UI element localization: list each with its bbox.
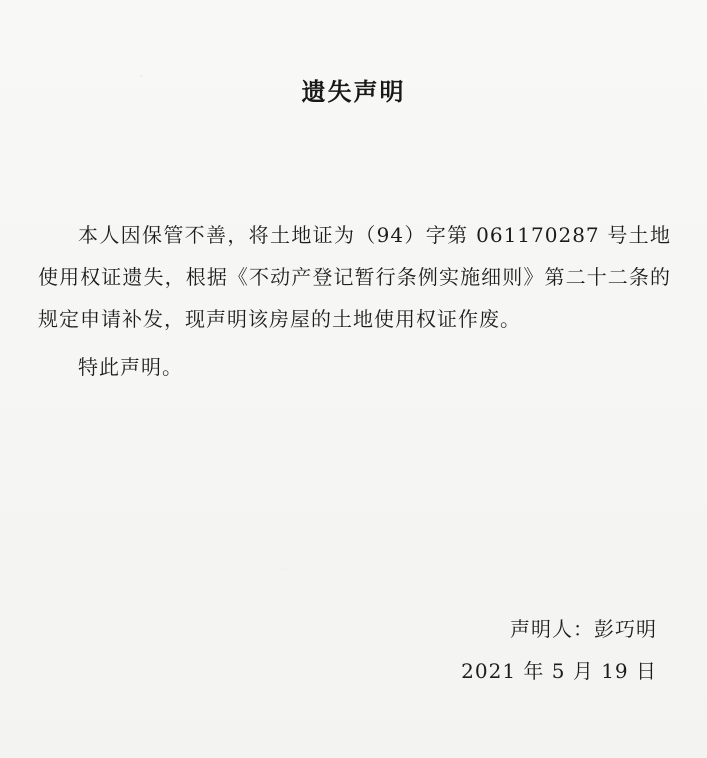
document-body bbox=[38, 214, 671, 388]
statement-paragraph: 本人因保管不善，将土地证为（94）字第 061170287 号土地使用权证遗失，根据《不动产登记暂行条例实施细则》第二十二条的规定申请补发，现声明该房屋的土地使用权证作废。 bbox=[38, 223, 671, 331]
closing-paragraph: 特此声明。 bbox=[78, 355, 183, 379]
document-title: 遗失声明 bbox=[301, 78, 406, 106]
signature-block bbox=[461, 608, 657, 692]
date-line: 2021 年 5 月 19 日 bbox=[461, 659, 657, 683]
declarant-line: 声明人：彭巧明 bbox=[510, 617, 657, 641]
